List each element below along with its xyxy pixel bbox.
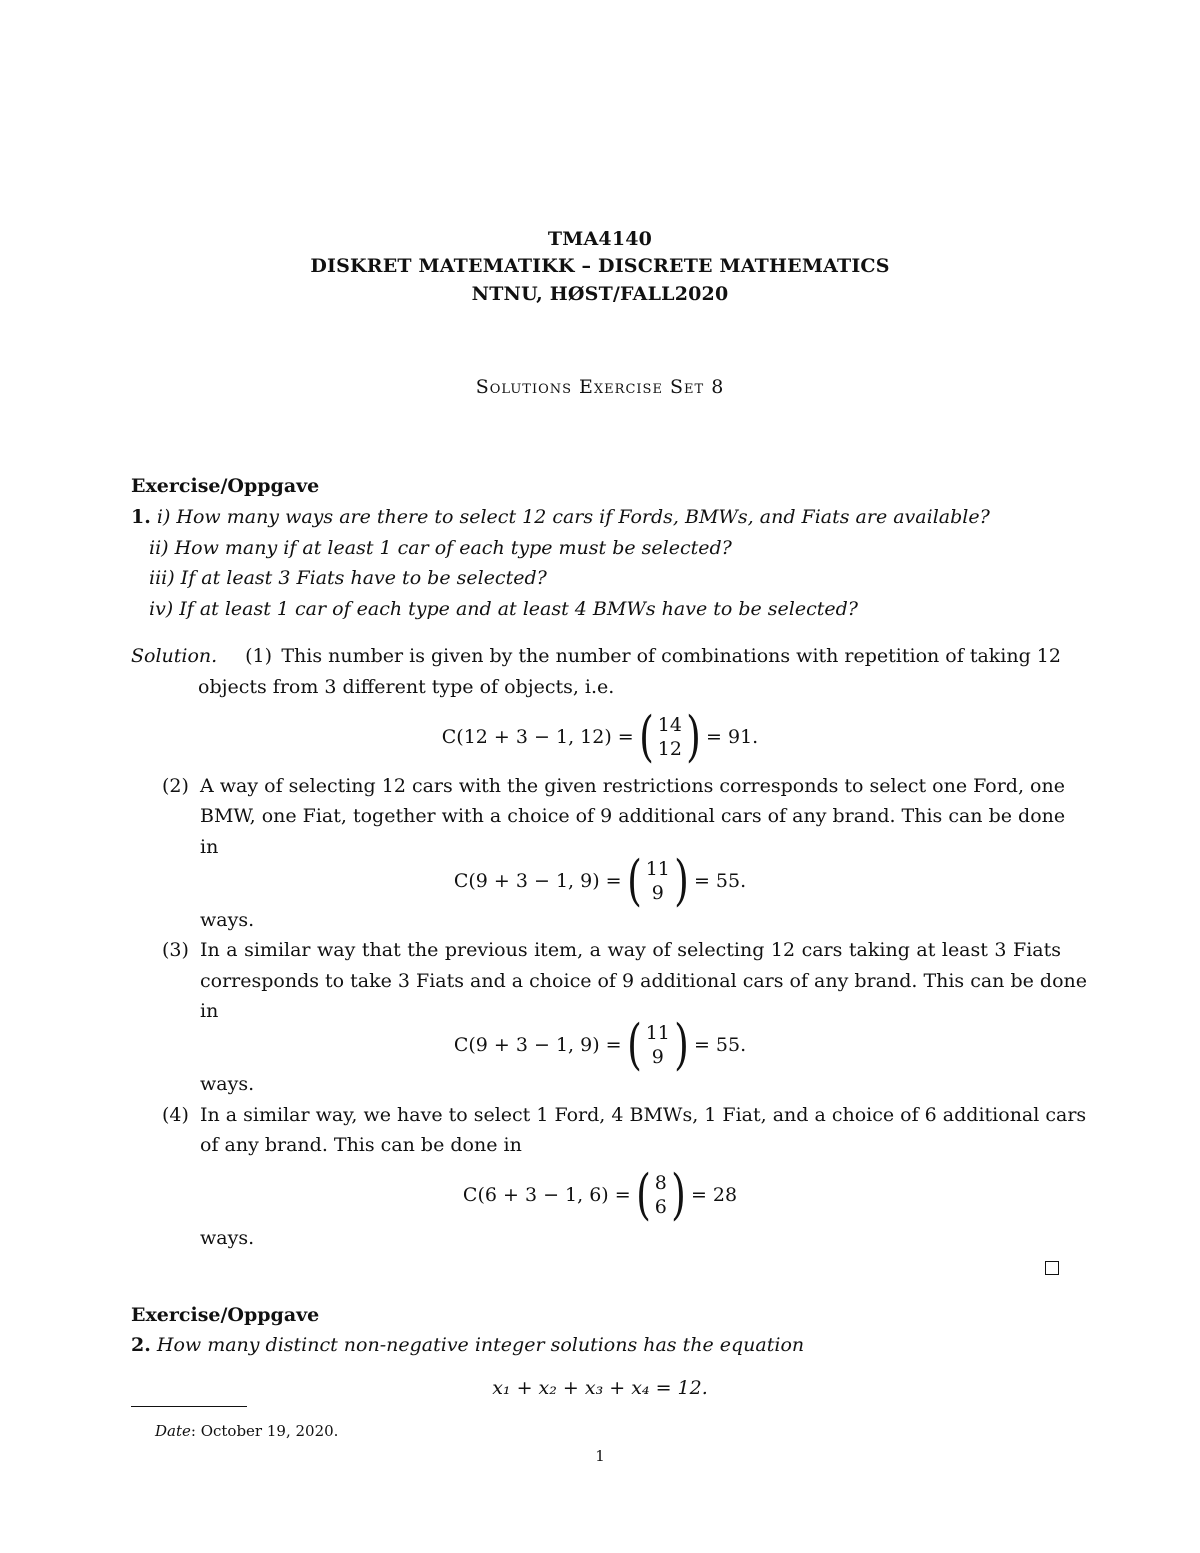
item-number: (3) [162,939,189,961]
course-title: DISKRET MATEMATIKK – DISCRETE MATHEMATICS [310,255,890,277]
institution: NTNU, HØST/FALL2020 [471,283,729,305]
equation-5: x₁ + x₂ + x₃ + x₄ = 12. [492,1377,708,1399]
solution-item-3-line-2: corresponds to take 3 Fiats and a choice of 9 additional cars of any brand. This can be done [200,970,1087,992]
exercise-1-question-iv: iv) If at least 1 car of each type and at least 4 BMWs have to be selected? [149,598,858,620]
footnote [155,1422,338,1440]
solution-item-3-line-3: in [200,1000,219,1022]
equation-4: C(6 + 3 − 1, 6) = ( 8 6 ) = 28 [462,1163,738,1226]
document-title: Solutions Exercise Set 8 [475,376,725,398]
equation-1: C(12 + 3 − 1, 12) = ( 14 12 ) = 91. [441,705,759,768]
equation-2: C(9 + 3 − 1, 9) = ( 11 9 ) = 55. [453,849,747,912]
exercise-1-question-ii: ii) How many if at least 1 car of each type must be selected? [149,537,732,559]
exercise-2-heading: Exercise/Oppgave [131,1304,320,1326]
solution-item-2-after: ways. [200,909,255,931]
exercise-1-heading: Exercise/Oppgave [131,475,320,497]
solution-item-1-line-1: Solution. (1) This number is given by the number of combinations with repetition of taking 12 [131,645,1061,667]
solution-item-3-line-1: In a similar way that the previous item, a way of selecting 12 cars taking at least 3 Fiats [200,939,1061,961]
course-code: TMA4140 [547,228,653,250]
solution-item-2-line-2: BMW, one Fiat, together with a choice of 9 additional cars of any brand. This can be done [200,805,1066,827]
binomial: ( 14 12 ) [638,705,701,768]
page-number: 1 [595,1447,605,1465]
qed-square-icon [1045,1261,1059,1275]
footnote-rule [131,1406,247,1407]
solution-item-4-after: ways. [200,1227,255,1249]
item-number: (2) [162,775,189,797]
solution-item-3-after: ways. [200,1073,255,1095]
solution-item-4-line-2: of any brand. This can be done in [200,1134,522,1156]
solution-item-1-line-2: objects from 3 different type of objects, i.e. [198,676,615,698]
exercise-2-number: 2. [131,1334,151,1356]
binomial: ( 11 9 ) [626,1013,689,1076]
binomial: ( 8 6 ) [635,1163,686,1226]
solution-item-4-line-1: In a similar way, we have to select 1 Ford, 4 BMWs, 1 Fiat, and a choice of 6 additional cars [200,1104,1087,1126]
item-number: (1) [245,645,273,667]
exercise-2-question: 2. How many distinct non-negative integer solutions has the equation [131,1334,805,1356]
footnote-text: : October 19, 2020. [190,1422,339,1440]
solution-label: Solution. [131,645,218,667]
item-number: (4) [162,1104,189,1126]
exercise-1-question-iii: iii) If at least 3 Fiats have to be selected? [149,567,547,589]
solution-item-2-line-3: in [200,836,219,858]
footnote-label: Date [155,1422,191,1440]
solution-item-2-line-1: A way of selecting 12 cars with the given restrictions corresponds to select one Ford, one [200,775,1065,797]
exercise-1-number: 1. [131,506,151,528]
binomial: ( 11 9 ) [626,849,689,912]
exercise-1-question-i: 1. i) How many ways are there to select 12 cars if Fords, BMWs, and Fiats are available? [131,506,990,528]
equation-3: C(9 + 3 − 1, 9) = ( 11 9 ) = 55. [453,1013,747,1076]
